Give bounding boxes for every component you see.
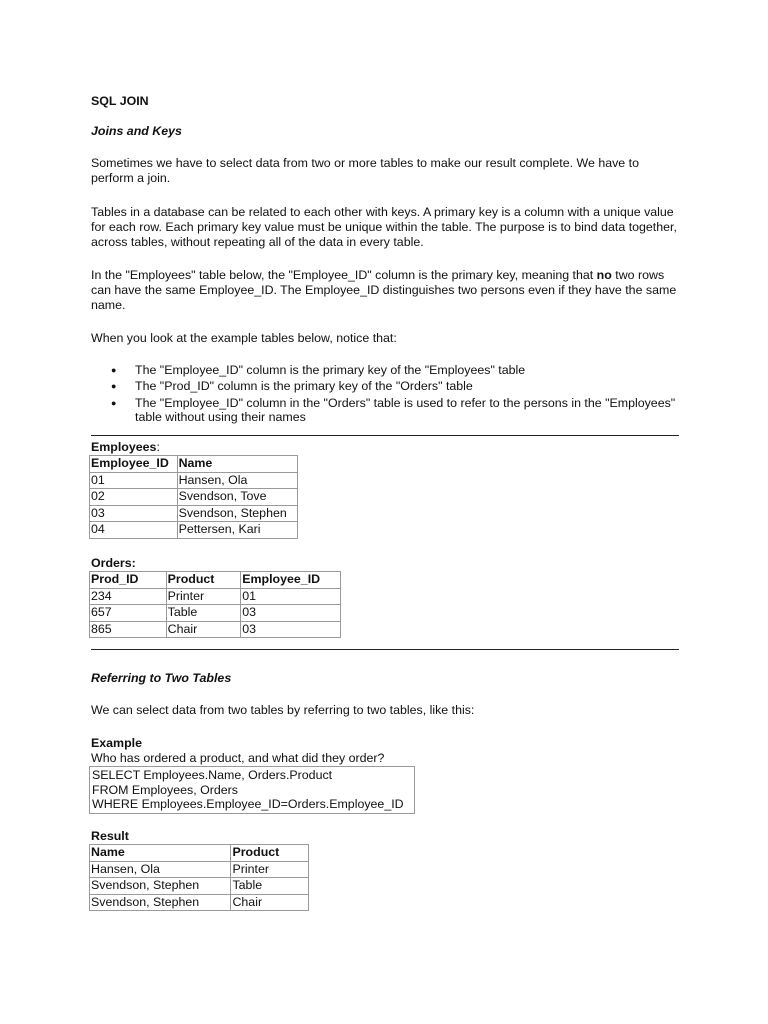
table-row — [90, 489, 298, 506]
bullet-icon: ● — [111, 397, 117, 408]
table-cell: Svendson, Stephen — [90, 878, 231, 895]
column-header: Name — [90, 845, 231, 862]
table-row — [90, 878, 309, 895]
result-table — [89, 844, 309, 911]
table-cell: 01 — [90, 472, 178, 489]
table-cell: 03 — [241, 621, 341, 638]
example-question: Who has ordered a product, and what did they order? — [91, 751, 385, 765]
table-cell: Svendson, Tove — [177, 489, 297, 506]
employees-label — [91, 440, 160, 455]
table-cell: 657 — [90, 605, 167, 622]
paragraph-primary-key-text-1: In the "Employees" table below, the "Employee_ID" column is the primary key, meaning that — [91, 268, 597, 282]
result-label — [91, 829, 129, 844]
table-row — [90, 861, 309, 878]
bullet-icon: ● — [111, 381, 117, 392]
table-cell: 03 — [90, 505, 178, 522]
table-cell: Printer — [231, 861, 309, 878]
column-header: Employee_ID — [90, 456, 178, 473]
paragraph-primary-key — [91, 268, 681, 312]
table-row — [90, 472, 298, 489]
sql-code-box — [89, 766, 415, 814]
table-cell: 01 — [241, 588, 341, 605]
paragraph-referring: We can select data from two tables by referring to two tables, like this: — [91, 703, 475, 717]
table-header-row — [90, 572, 341, 589]
divider — [91, 435, 679, 436]
bullet-icon: ● — [111, 365, 117, 375]
table-row — [90, 505, 298, 522]
table-cell: Pettersen, Kari — [177, 522, 297, 539]
list-item — [91, 379, 681, 394]
section-heading-referring: Referring to Two Tables — [91, 671, 232, 685]
table-cell: Svendson, Stephen — [177, 505, 297, 522]
list-item-text: The "Employee_ID" column in the "Orders" table is used to refer to the persons in the "Employees" table without using their names — [135, 395, 676, 425]
paragraph-intro: Sometimes we have to select data from two or more tables to make our result complete. We have to perform a join. — [91, 156, 639, 185]
column-header: Prod_ID — [90, 572, 167, 589]
section-heading-joins-and-keys: Joins and Keys — [91, 124, 182, 138]
bullet-list — [91, 363, 681, 427]
code-line: FROM Employees, Orders — [92, 782, 238, 797]
table-cell: Hansen, Ola — [90, 861, 231, 878]
column-header: Employee_ID — [241, 572, 341, 589]
table-cell: 04 — [90, 522, 178, 539]
table-row — [90, 605, 341, 622]
table-cell: 02 — [90, 489, 178, 506]
employees-label-colon: : — [156, 440, 160, 454]
table-cell: Table — [231, 878, 309, 895]
list-item-text: The "Employee_ID" column is the primary key of the "Employees" table — [135, 363, 526, 377]
table-cell: Chair — [166, 621, 241, 638]
list-item — [91, 396, 681, 426]
table-cell: Printer — [166, 588, 241, 605]
table-row — [90, 588, 341, 605]
example-label — [91, 736, 142, 751]
list-item — [91, 363, 681, 378]
paragraph-primary-key-text-2: two rows can have the same Employee_ID. The Employee_ID distinguishes two persons even if they have the same name. — [91, 268, 677, 312]
table-row — [90, 522, 298, 539]
result-label-bold: Result — [91, 829, 129, 843]
table-row — [90, 621, 341, 638]
list-item-text: The "Prod_ID" column is the primary key of the "Orders" table — [135, 379, 473, 394]
paragraph-notice: When you look at the example tables below, notice that: — [91, 331, 397, 345]
table-cell: 234 — [90, 588, 167, 605]
divider — [91, 649, 679, 650]
table-cell: Chair — [231, 894, 309, 911]
paragraph-keys: Tables in a database can be related to each other with keys. A primary key is a column with a unique value for each row. Each primary key value must be unique within the table. The purpose is to bind data together, across tables, without repeating all of the data in every table. — [91, 205, 677, 249]
code-line: WHERE Employees.Employee_ID=Orders.Employee_ID — [92, 797, 404, 811]
table-cell: Hansen, Ola — [177, 472, 297, 489]
code-line: SELECT Employees.Name, Orders.Product — [92, 768, 333, 782]
column-header: Product — [166, 572, 241, 589]
orders-label — [91, 556, 136, 571]
orders-label-bold: Orders: — [91, 556, 136, 570]
table-header-row — [90, 845, 309, 862]
table-cell: Table — [166, 605, 241, 622]
page-title: SQL JOIN — [91, 94, 149, 108]
table-row — [90, 894, 309, 911]
employees-table — [89, 455, 298, 539]
column-header: Product — [231, 845, 309, 862]
paragraph-primary-key-bold: no — [596, 268, 612, 282]
table-cell: 03 — [241, 605, 341, 622]
orders-table — [89, 571, 341, 638]
column-header: Name — [177, 456, 297, 473]
employees-label-bold: Employees — [91, 440, 157, 454]
example-label-bold: Example — [91, 736, 142, 750]
table-header-row — [90, 456, 298, 473]
table-cell: Svendson, Stephen — [90, 894, 231, 911]
table-cell: 865 — [90, 621, 167, 638]
